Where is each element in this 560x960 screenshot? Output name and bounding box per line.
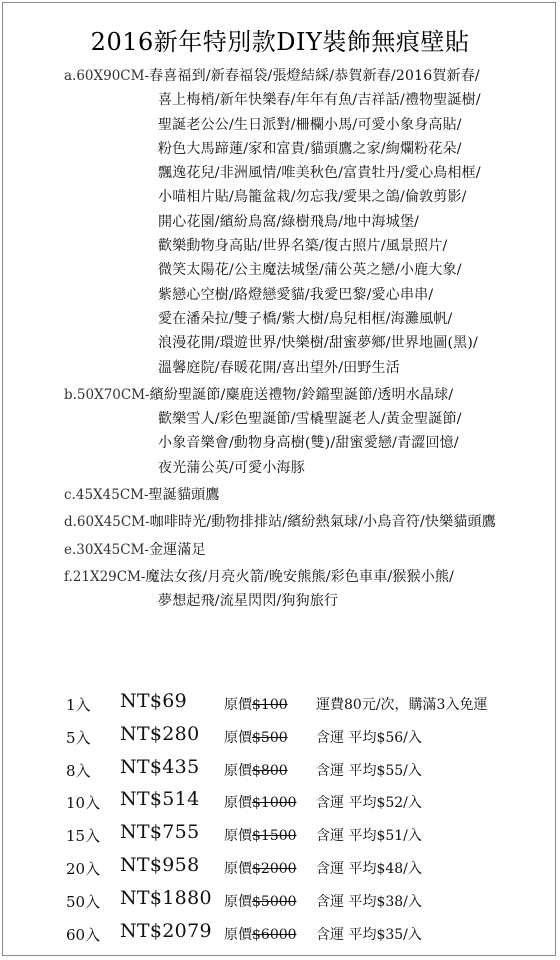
price-row xyxy=(66,854,546,887)
category-item-line: 小象音樂會/動物身高樹(雙)/甜蜜愛戀/青澀回憶/ xyxy=(158,435,459,452)
price-row xyxy=(66,723,546,756)
category-items xyxy=(149,64,552,380)
category-item-line: 歡樂動物身高貼/世界名築/復古照片/風景照片/ xyxy=(158,238,448,255)
original-price-value: $6000 xyxy=(252,926,297,943)
original-price-label: 原價 xyxy=(224,860,252,877)
price-row xyxy=(66,920,546,953)
category-block xyxy=(64,538,552,562)
category-item-line: 開心花園/繽紛鳥窩/綠樹飛鳥/地中海城堡/ xyxy=(158,213,420,230)
category-block xyxy=(64,483,552,507)
original-price-label: 原價 xyxy=(224,762,252,779)
original-price-value: $1000 xyxy=(252,795,297,812)
original-price xyxy=(224,694,288,714)
original-price-value: $5000 xyxy=(252,893,297,910)
sale-price: NT$755 xyxy=(120,821,200,844)
category-items xyxy=(148,483,552,507)
original-price-value: $1500 xyxy=(252,828,297,845)
category-item-line: 小喵相片貼/鳥籠盆栽/勿忘我/愛果之鴿/倫敦剪影/ xyxy=(158,189,467,206)
original-price-value: $500 xyxy=(252,729,288,746)
original-price xyxy=(224,792,297,812)
category-item-line: 夜光蒲公英/可愛小海豚 xyxy=(158,459,305,476)
category-item-line: 歡樂雪人/彩色聖誕節/雪橇聖誕老人/黃金聖誕節/ xyxy=(158,411,462,428)
category-item-line: 微笑太陽花/公主魔法城堡/蒲公英之戀/小鹿大象/ xyxy=(158,262,462,279)
category-item-line: 聖誕老公公/生日派對/柵欄小馬/可愛小象身高貼/ xyxy=(158,116,462,133)
category-block xyxy=(64,565,552,614)
original-price-label: 原價 xyxy=(224,729,252,746)
shipping-note: 運費80元/次，購滿3入免運 xyxy=(316,697,488,713)
quantity-label: 10入 xyxy=(66,794,101,813)
category-item-line: 春喜福到/新春福袋/張燈結綵/恭賀新春/2016賀新春/ xyxy=(149,68,480,84)
category-size-code: c.45X45CM- xyxy=(64,487,149,504)
quantity-label: 5入 xyxy=(66,728,91,747)
category-block xyxy=(64,383,552,480)
quantity-label: 15入 xyxy=(66,827,101,846)
category-size-code: f.21X29CM- xyxy=(64,568,146,585)
category-item-line: 繽紛聖誕節/麋鹿送禮物/鈴鐺聖誕節/透明水晶球/ xyxy=(149,386,454,403)
shipping-note: 含運 平均$35/入 xyxy=(316,926,422,943)
original-price xyxy=(224,727,288,747)
category-items xyxy=(149,383,552,480)
quantity-label: 60入 xyxy=(66,925,101,944)
original-price xyxy=(224,825,297,845)
category-item-line: 浪漫花開/環遊世界/快樂樹/甜蜜夢鄉/世界地圖(黑)/ xyxy=(158,335,478,352)
price-row xyxy=(66,690,546,723)
original-price-value: $2000 xyxy=(252,860,297,877)
category-size-code: d.60X45CM- xyxy=(64,514,150,531)
category-size-code: a.60X90CM- xyxy=(64,68,150,84)
sale-price: NT$435 xyxy=(120,755,200,778)
category-item-line: 咖啡時光/動物排排站/繽紛熱氣球/小鳥音符/快樂貓頭鷹 xyxy=(149,514,496,531)
quantity-label: 20入 xyxy=(66,859,101,878)
category-item-line: 愛在潘朵拉/雙子橋/紫大樹/鳥兒相框/海灘風帆/ xyxy=(158,310,453,327)
sale-price: NT$1880 xyxy=(120,886,212,909)
shipping-note: 含運 平均$56/入 xyxy=(316,729,422,746)
shipping-note: 含運 平均$52/入 xyxy=(316,795,422,812)
category-items xyxy=(145,565,552,614)
original-price xyxy=(224,891,297,911)
shipping-note: 含運 平均$55/入 xyxy=(316,762,422,779)
original-price-label: 原價 xyxy=(224,697,252,713)
price-row xyxy=(66,756,546,789)
sale-price: NT$280 xyxy=(120,722,200,745)
category-item-line: 溫馨庭院/春暖花開/喜出望外/田野生活 xyxy=(158,359,400,376)
original-price-label: 原價 xyxy=(224,893,252,910)
category-items xyxy=(148,538,552,562)
quantity-label: 8入 xyxy=(66,761,91,780)
sale-price: NT$69 xyxy=(120,690,188,712)
category-items xyxy=(149,510,552,534)
original-price-label: 原價 xyxy=(224,828,252,845)
quantity-label: 1入 xyxy=(66,696,91,714)
pricing-table xyxy=(66,690,546,952)
category-item-line: 夢想起飛/流星閃閃/狗狗旅行 xyxy=(158,593,339,610)
sale-price: NT$2079 xyxy=(120,919,212,942)
shipping-note: 含運 平均$51/入 xyxy=(316,828,422,845)
original-price-label: 原價 xyxy=(224,795,252,812)
price-row xyxy=(66,887,546,920)
original-price-value: $100 xyxy=(252,697,288,713)
sale-price: NT$958 xyxy=(120,853,200,876)
category-block xyxy=(64,64,552,380)
category-item-line: 粉色大馬蹄蓮/家和富貴/貓頭鷹之家/絢爛粉花朵/ xyxy=(158,140,462,157)
original-price xyxy=(224,760,288,780)
category-item-line: 聖誕貓頭鷹 xyxy=(148,487,220,504)
category-item-line: 飄逸花兒/非洲風情/唯美秋色/富貴牡丹/愛心鳥相框/ xyxy=(158,165,481,182)
category-size-code: b.50X70CM- xyxy=(64,386,150,403)
quantity-label: 50入 xyxy=(66,892,101,911)
shipping-note: 含運 平均$38/入 xyxy=(316,893,422,910)
catalog-list xyxy=(64,64,552,617)
original-price-value: $800 xyxy=(252,762,288,779)
category-item-line: 魔法女孩/月亮火箭/晚安熊熊/彩色車車/猴猴小熊/ xyxy=(145,568,455,585)
sale-price: NT$514 xyxy=(120,788,200,811)
price-row xyxy=(66,821,546,854)
original-price xyxy=(224,924,297,944)
category-size-code: e.30X45CM- xyxy=(64,541,149,558)
price-row xyxy=(66,788,546,821)
original-price xyxy=(224,858,297,878)
category-block xyxy=(64,510,552,534)
shipping-note: 含運 平均$48/入 xyxy=(316,860,422,877)
category-item-line: 紫戀心空樹/路燈戀愛貓/我愛巴黎/愛心串串/ xyxy=(158,286,434,303)
category-item-line: 喜上梅梢/新年快樂春/年年有魚/吉祥話/禮物聖誕樹/ xyxy=(158,92,481,109)
original-price-label: 原價 xyxy=(224,926,252,943)
page-title: 2016新年特別款DIY裝飾無痕壁貼 xyxy=(90,28,470,56)
category-item-line: 金運滿足 xyxy=(148,541,206,558)
